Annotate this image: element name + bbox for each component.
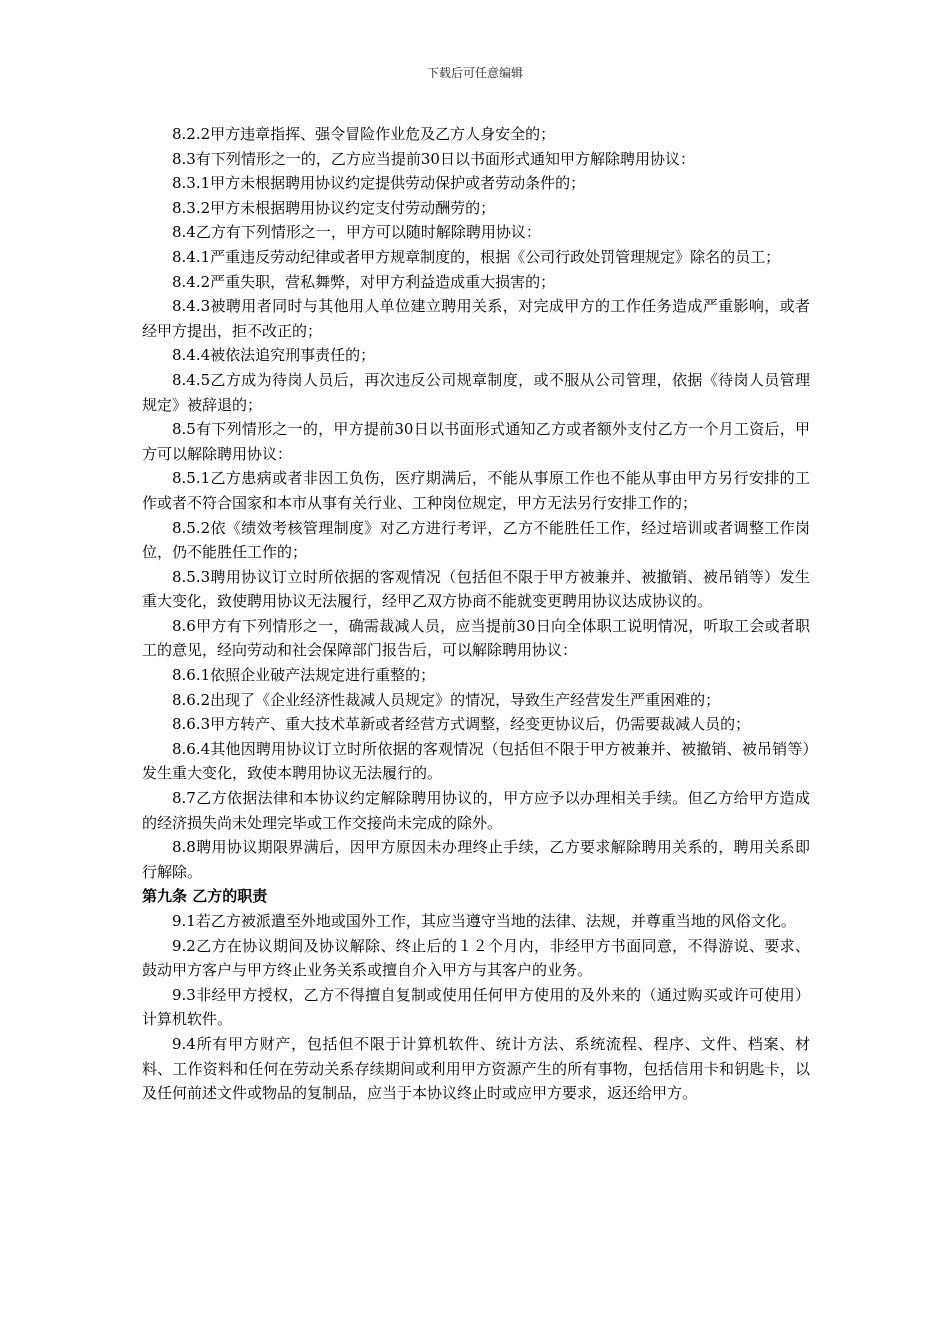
clause-8-3: 8.3有下列情形之一的，乙方应当提前30日以书面形式通知甲方解除聘用协议： [172, 149, 695, 168]
clause-9-3: 9.3非经甲方授权，乙方不得擅自复制或使用任何甲方使用的及外来的（通过购买或许可使用）计算机软件。 [142, 985, 810, 1029]
clause-8-5-1: 8.5.1乙方患病或者非因工负伤，医疗期满后，不能从事原工作也不能从事由甲方另行安排的工作或者不符合国家和本市从事有关行业、工种岗位规定，甲方无法另行安排工作的； [142, 469, 810, 512]
clause-8-4-5: 8.4.5乙方成为待岗人员后，再次违反公司规章制度，或不服从公司管理，依据《待岗人员管理规定》被辞退的； [142, 370, 810, 414]
clause-8-7: 8.7乙方依据法律和本协议约定解除聘用协议的，甲方应予以办理相关手续。但乙方给甲方造成的经济损失尚未处理完毕或工作交接尚未完成的除外。 [142, 789, 810, 832]
clause-8-3-2: 8.3.2甲方未根据聘用协议约定支付劳动酬劳的； [172, 198, 496, 217]
section-9-title: 第九条 乙方的职责 [142, 887, 268, 906]
clause-8-6-1: 8.6.1依照企业破产法规定进行重整的； [172, 666, 436, 685]
clause-8-3-1: 8.3.1甲方未根据聘用协议约定提供劳动保护或者劳动条件的； [172, 174, 586, 193]
clause-9-1: 9.1若乙方被派遣至外地或国外工作，其应当遵守当地的法律、法规，并尊重当地的风俗文化。 [172, 912, 796, 930]
clause-8-8: 8.8聘用协议期限界满后，因甲方原因未办理终止手续，乙方要求解除聘用关系的，聘用关系即行解除。 [142, 838, 810, 881]
clause-8-4-3: 8.4.3被聘用者同时与其他用人单位建立聘用关系，对完成甲方的工作任务造成严重影响，或者经甲方提出，拒不改正的； [142, 297, 810, 340]
clause-8-4: 8.4乙方有下列情形之一，甲方可以随时解除聘用协议： [172, 223, 541, 242]
clause-8-4-2: 8.4.2严重失职，营私舞弊，对甲方利益造成重大损害的； [172, 272, 556, 291]
clause-9-2: 9.2乙方在协议期间及协议解除、终止后的１２个月内，非经甲方书面同意，不得游说、要求、鼓动甲方客户与甲方终止业务关系或擅自介入甲方与其客户的业务。 [142, 936, 810, 980]
clause-8-5: 8.5有下列情形之一的，甲方提前30日以书面形式通知乙方或者额外支付乙方一个月工资后，甲方可以解除聘用协议： [142, 420, 810, 463]
clause-8-6-3: 8.6.3甲方转产、重大技术革新或者经营方式调整，经变更协议后，仍需要裁减人员的； [172, 715, 751, 734]
clause-8-4-4: 8.4.4被依法追究刑事责任的； [172, 346, 376, 365]
page-header: 下载后可任意编辑 [426, 66, 523, 80]
clause-8-6: 8.6甲方有下列情形之一，确需裁减人员，应当提前30日向全体职工说明情况，听取工会或者职工的意见，经向劳动和社会保障部门报告后，可以解除聘用协议： [142, 616, 810, 660]
clause-8-4-1: 8.4.1严重违反劳动纪律或者甲方规章制度的，根据《公司行政处罚管理规定》除名的员工； [172, 247, 781, 266]
clause-8-5-3: 8.5.3聘用协议订立时所依据的客观情况（包括但不限于甲方被兼并、被撤销、被吊销等）发生重大变化，致使聘用协议无法履行，经甲乙双方协商不能就变更聘用协议达成协议的。 [142, 567, 810, 611]
clause-8-2-2: 8.2.2甲方违章指挥、强令冒险作业危及乙方人身安全的； [172, 125, 556, 143]
clause-8-6-2: 8.6.2出现了《企业经济性裁减人员规定》的情况，导致生产经营发生严重困难的； [172, 690, 721, 709]
clause-8-6-4: 8.6.4其他因聘用协议订立时所依据的客观情况（包括但不限于甲方被兼并、被撤销、被吊销等）发生重大变化，致使本聘用协议无法履行的。 [142, 739, 810, 783]
clause-8-5-2: 8.5.2依《绩效考核管理制度》对乙方进行考评，乙方不能胜任工作，经过培训或者调整工作岗位，仍不能胜任工作的； [142, 518, 810, 562]
document-body [142, 122, 810, 1106]
clause-9-4: 9.4所有甲方财产，包括但不限于计算机软件、统计方法、系统流程、程序、文件、档案、材料、工作资料和任何在劳动关系存续期间或利用甲方资源产生的所有事物，包括信用卡和钥匙卡，以及任何前述文件或物品的复制品，应当于本协议终止时或应甲方要求，返还给甲方。 [142, 1034, 810, 1103]
